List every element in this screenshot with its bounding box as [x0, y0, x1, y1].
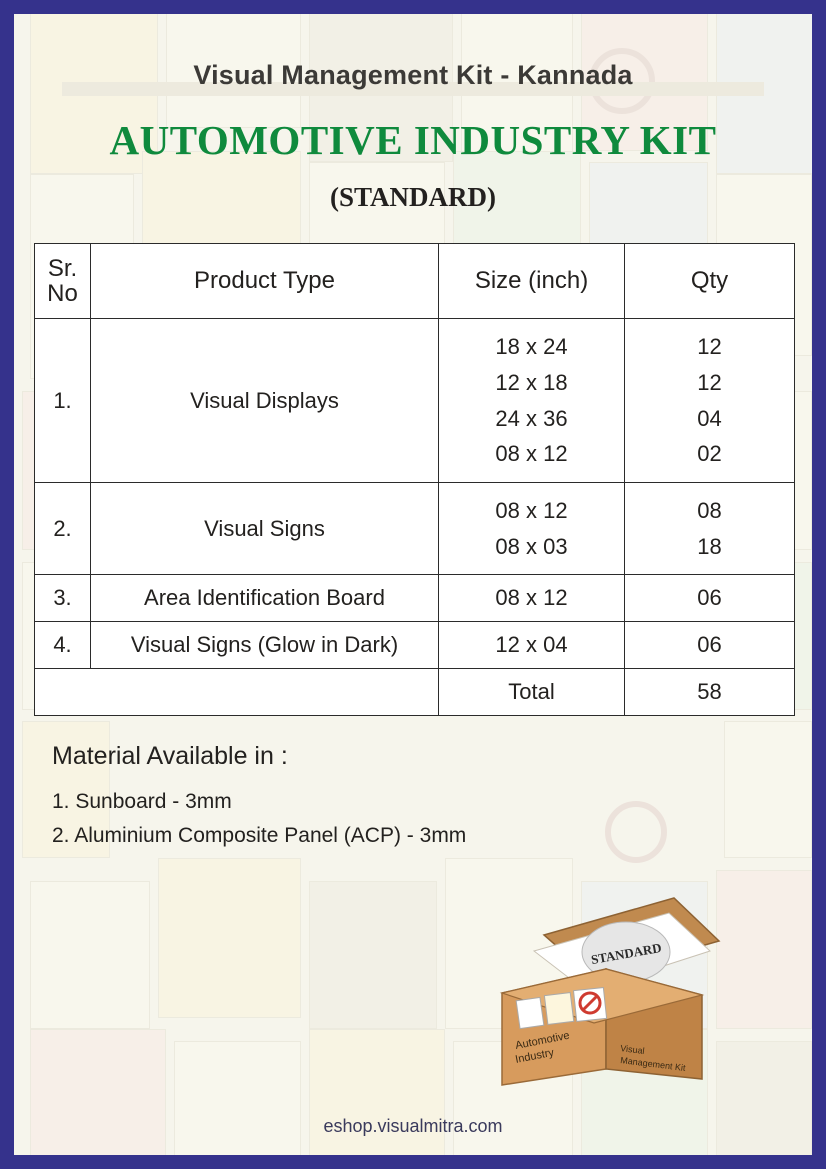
- size-value: 08 x 03: [495, 533, 568, 559]
- qty-value: 02: [697, 441, 722, 467]
- column-header-qty: Qty: [625, 244, 795, 319]
- table-header-row: [35, 244, 795, 319]
- footer-website[interactable]: eshop.visualmitra.com: [323, 1116, 503, 1136]
- cell-product-type: Visual Signs: [91, 482, 439, 574]
- total-label: Total: [439, 669, 625, 716]
- box-front-label-4: Management Kit: [619, 1055, 687, 1073]
- table-total-row: [35, 669, 795, 716]
- cell-sizes: [439, 482, 625, 574]
- table-row: [35, 575, 795, 622]
- cell-qtys: [625, 319, 795, 483]
- size-value: 18 x 24: [495, 334, 568, 360]
- size-value: 08 x 12: [495, 441, 568, 467]
- poster-content: [14, 60, 812, 852]
- table-row: [35, 622, 795, 669]
- cell-sizes: 08 x 12: [439, 575, 625, 622]
- column-header-size: Size (inch): [439, 244, 625, 319]
- material-heading: Material Available in :: [52, 742, 288, 771]
- cell-product-type: Visual Signs (Glow in Dark): [91, 622, 439, 669]
- cell-sr-no: 4.: [35, 622, 91, 669]
- material-list: [52, 785, 792, 852]
- qty-value: 12: [697, 334, 722, 360]
- box-lid-label: STANDARD: [589, 939, 663, 968]
- cell-qtys: 06: [625, 622, 795, 669]
- qty-value: 04: [697, 405, 722, 431]
- kit-subtitle: (STANDARD): [330, 182, 496, 212]
- kit-title: AUTOMOTIVE INDUSTRY KIT: [109, 117, 717, 163]
- list-item: 1. Sunboard - 3mm: [52, 790, 232, 814]
- total-value: 58: [625, 669, 795, 716]
- cell-sizes: [439, 319, 625, 483]
- qty-value: 08: [697, 497, 722, 523]
- cell-sr-no: 1.: [35, 319, 91, 483]
- cell-qtys: 06: [625, 575, 795, 622]
- box-front-label-1: Automotive: [514, 1029, 571, 1052]
- total-blank-type: [91, 669, 439, 716]
- size-value: 08 x 12: [495, 497, 568, 523]
- kit-contents-table: [34, 243, 795, 716]
- cell-sizes: 12 x 04: [439, 622, 625, 669]
- box-front-label-2: Industry: [514, 1046, 555, 1066]
- list-item: 2. Aluminium Composite Panel (ACP) - 3mm: [52, 823, 467, 847]
- cell-product-type: Visual Displays: [91, 319, 439, 483]
- table-row: [35, 319, 795, 483]
- cell-sr-no: 2.: [35, 482, 91, 574]
- table-row: [35, 482, 795, 574]
- qty-value: 18: [697, 533, 722, 559]
- size-value: 24 x 36: [495, 405, 568, 431]
- page-title: Visual Management Kit - Kannada: [193, 60, 633, 90]
- total-blank-sr: [35, 669, 91, 716]
- size-value: 12 x 18: [495, 370, 568, 395]
- column-header-product-type: Product Type: [91, 244, 439, 319]
- qty-value: 12: [697, 370, 722, 395]
- sr-head-line2: No: [47, 280, 78, 308]
- cell-qtys: [625, 482, 795, 574]
- cell-sr-no: 3.: [35, 575, 91, 622]
- cell-product-type: Area Identification Board: [91, 575, 439, 622]
- column-header-sr-no: [35, 244, 91, 319]
- sr-head-line1: Sr.: [47, 255, 78, 282]
- box-front-label-3: Visual: [619, 1043, 646, 1056]
- product-box-illustration: [474, 873, 724, 1103]
